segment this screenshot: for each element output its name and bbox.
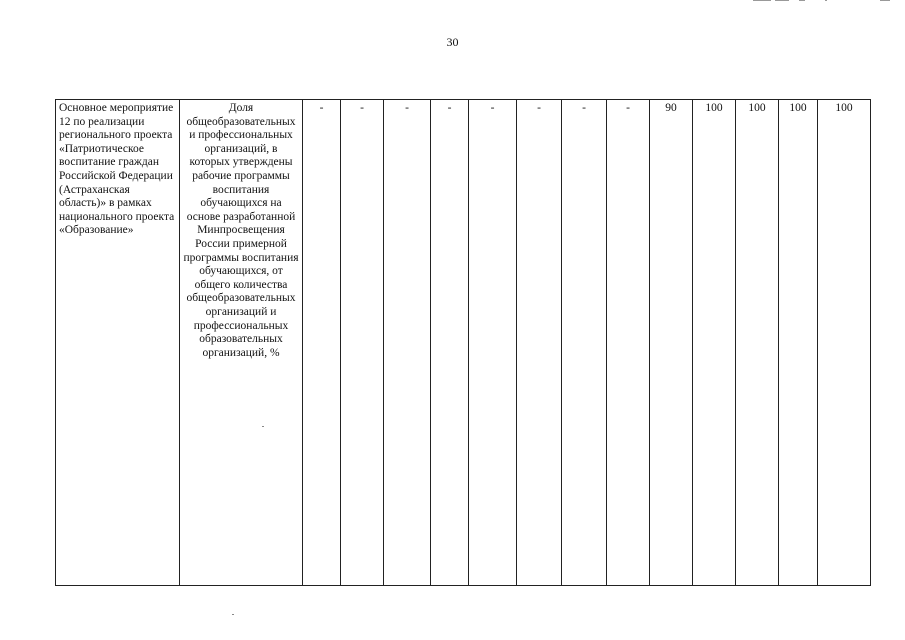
value-cell: - [431,100,469,586]
measure-cell: Основное мероприятие 12 по реализации регионального проекта «Патриотическое воспитание граждан Российской Федерации (Астраханская область)» в рамках национального проекта «Образование» [56,100,180,586]
table-row [56,100,871,586]
value-cell: 100 [779,100,818,586]
value-cell: 100 [736,100,779,586]
indicator-table [55,99,871,586]
value-cell: - [469,100,517,586]
page-number: 30 [446,35,459,49]
value-cell: - [341,100,384,586]
value-cell: 100 [818,100,871,586]
value-cell: - [303,100,341,586]
value-cell: - [384,100,431,586]
value-cell: - [517,100,562,586]
indicator-cell: Доля общеобразовательных и профессиональных организаций, в которых утверждены рабочие программы воспитания обучающихся на основе разработанной Минпросвещения России примерной программы воспитания обучающихся, от общего количества общеобразовательных организаций и профессиональных образовательных организаций, % [180,100,303,586]
value-cell: - [562,100,607,586]
value-cell: 100 [693,100,736,586]
scan-speck [232,614,234,615]
value-cell: - [607,100,650,586]
scan-speck [262,426,264,427]
value-cell: 90 [650,100,693,586]
scan-edge-marks [705,0,905,6]
